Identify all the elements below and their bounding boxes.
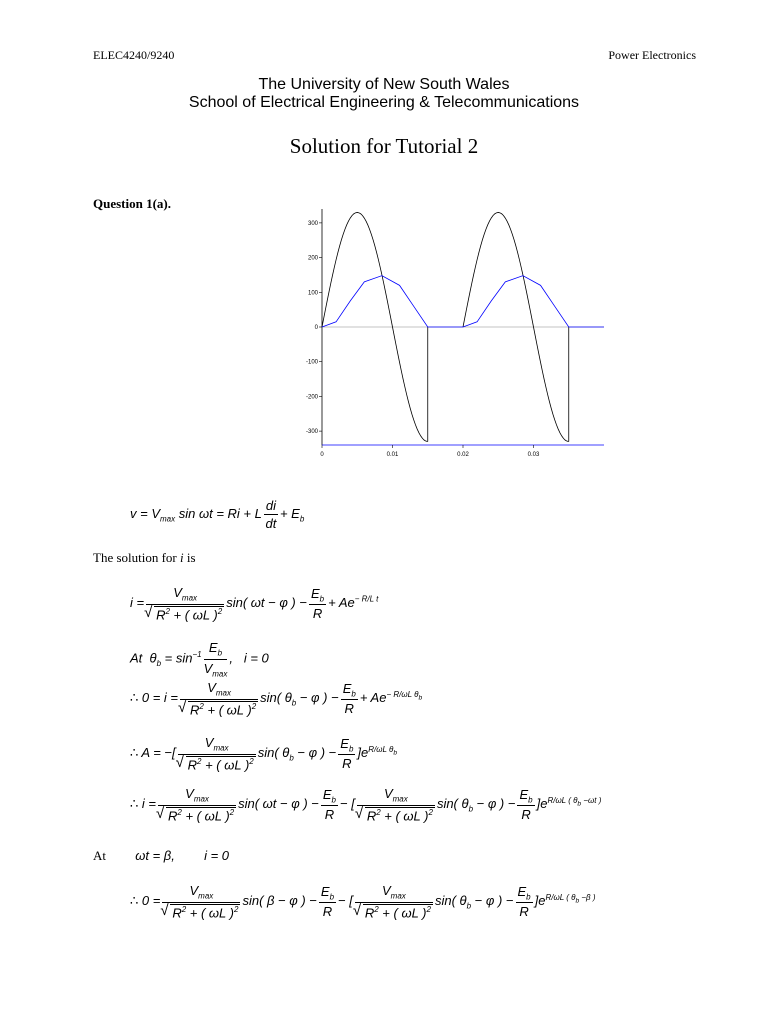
course-code: ELEC4240/9240: [93, 48, 175, 62]
solution-intro-text: The solution for: [93, 550, 177, 565]
initial-condition-equation: At $\theta_b = \sin^{-1}$ $\frac{E_b}{V_{max}}$ , i = 0: [130, 640, 269, 679]
y-tick-label: -100: [305, 359, 318, 366]
current-curve: [322, 276, 604, 327]
y-tick-label: 200: [307, 255, 318, 262]
extinction-equation: ∴ 0 = $V_{max}$ √ $R^2$ + ( ωL )$^2$ sin( β − φ ) − $\frac{E_b}{R}$ − [ $V_{max}$ √ $R^2$ + ( ωL )$^2$ sin( $\theta_b - \varphi$ ) − $\frac{E_b}{R}$ ]$e^{R/\omega L ( \theta_b -\beta )}$: [130, 883, 596, 920]
y-tick-label: 300: [307, 220, 318, 227]
current-full-equation: ∴ i = $V_{max}$ √ $R^2$ + ( ωL )$^2$ sin( ωt − φ ) − $\frac{E_b}{R}$ − [ $V_{max}$ √ $R^2$ + ( ωL )$^2$ sin( $\theta_b - \varphi$ ) − $\frac{E_b}{R}$ ]$e^{R/\omega L ( \theta_b -\omega t )}$: [130, 786, 601, 823]
at-label: At: [93, 848, 106, 863]
extinction-condition: [93, 848, 229, 864]
y-tick-label: -300: [305, 429, 318, 436]
x-tick-label: 0.02: [457, 452, 469, 458]
constant-a-equation: ∴ A = −[ $V_{max}$ √ $R^2$ + ( ωL )$^2$ sin( $\theta_b - \varphi$ ) − $\frac{E_b}{R}$ ]$e^{R/\omega L \theta_b}$: [130, 735, 397, 772]
university-name: The University of New South Wales: [258, 76, 510, 93]
course-name: Power Electronics: [608, 48, 696, 62]
i-zero-condition: i = 0: [204, 848, 230, 863]
boundary-equation: ∴ 0 = i = $V_{max}$ √ $R^2$ + ( ωL )$^2$ sin( $\theta_b - \varphi$ ) − $\frac{E_b}{R}$ + $Ae^{- R/\omega L \theta_b}$: [130, 680, 422, 717]
y-tick-label: 100: [307, 290, 318, 297]
solution-intro: [93, 550, 196, 566]
solution-intro-is: is: [186, 550, 196, 565]
x-tick-label: 0: [320, 452, 324, 458]
solution-intro-variable: i: [180, 550, 184, 565]
omega-t-condition: ωt = β,: [135, 848, 175, 863]
page-title: Solution for Tutorial 2: [289, 134, 479, 158]
waveform-chart: [296, 205, 608, 465]
question-label: Question 1(a).: [93, 196, 171, 211]
school-name: School of Electrical Engineering & Telecommunications: [188, 94, 580, 111]
y-tick-label: 0: [314, 325, 318, 331]
current-solution-equation: i = $V_{max}$ √ $R^2$ + ( ωL )$^2$ sin( ωt − φ ) − $\frac{E_b}{R}$ + $Ae^{- R/L t}$: [130, 585, 378, 622]
x-tick-label: 0.03: [527, 452, 540, 458]
y-tick-label: -200: [305, 394, 318, 401]
x-tick-label: 0.01: [386, 452, 399, 458]
circuit-equation: $v = V_{max}$ sin ωt = Ri + L $\frac{di}{dt}$ + $E_b$: [130, 498, 305, 531]
